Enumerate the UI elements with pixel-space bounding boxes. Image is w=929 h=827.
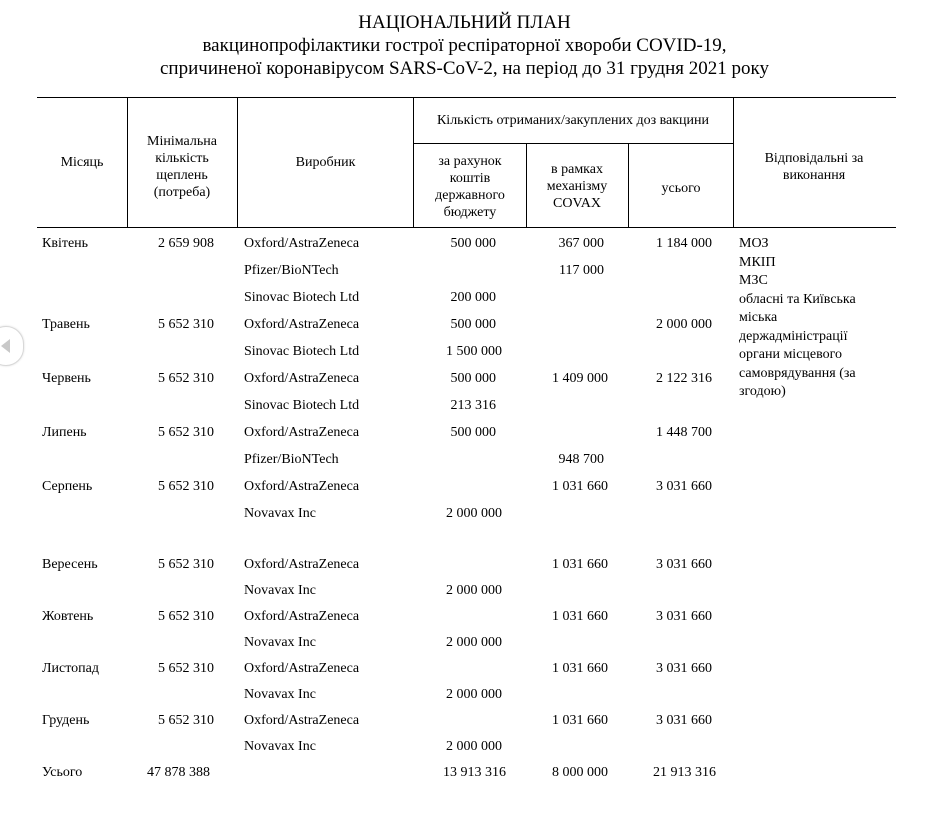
document-subtitle-line1: вакцинопрофілактики гострої респіраторної хвороби COVID-19, [202,35,727,56]
header-manufacturer: Виробник [295,154,356,170]
table-cell-total: 3 031 660 [656,609,712,624]
table-cell-covax: 367 000 [558,236,604,251]
header-doses-group: Кількість отриманих/закуплених доз вакцини [436,112,710,128]
total-doses: 21 913 316 [653,765,716,780]
table-cell-covax: 1 031 660 [552,557,608,572]
table-cell-covax: 1 409 000 [552,371,608,386]
table-cell-maker: Oxford/AstraZeneca [244,661,360,676]
table-cell-budget: 2 000 000 [446,687,502,702]
header-total: усього [661,180,701,196]
table-cell-month: Грудень [42,713,90,728]
table-cell-total: 3 031 660 [656,661,712,676]
table-cell-budget: 500 000 [450,317,496,332]
table-cell-min: 5 652 310 [158,479,214,494]
responsible-item: МОЗ [739,236,769,251]
col-divider-4 [526,143,527,227]
responsible-item: МЗС [739,273,768,288]
header-min-count: Мінімальна кількість щеплень (потреба) [147,134,217,200]
table-cell-budget: 500 000 [450,371,496,386]
table-cell-month: Червень [42,371,91,386]
table-cell-maker: Oxford/AstraZeneca [244,713,360,728]
table-cell-maker: Novavax Inc [244,739,316,754]
table-cell-min: 5 652 310 [158,371,214,386]
table-cell-maker: Oxford/AstraZeneca [244,371,360,386]
table-cell-maker: Novavax Inc [244,635,316,650]
doses-group-rule [413,143,733,144]
table-cell-maker: Novavax Inc [244,583,316,598]
header-responsible: Відповідальні за виконання [764,151,864,183]
chevron-left-icon [1,339,10,353]
table-cell-covax: 1 031 660 [552,713,608,728]
table-cell-maker: Sinovac Biotech Ltd [244,344,360,359]
table-cell-budget: 2 000 000 [446,739,502,754]
total-min-count: 47 878 388 [147,765,210,780]
table-cell-budget: 2 000 000 [446,635,502,650]
table-cell-month: Травень [42,317,90,332]
table-cell-maker: Novavax Inc [244,506,316,521]
table-cell-maker: Sinovac Biotech Ltd [244,398,360,413]
table-cell-min: 5 652 310 [158,713,214,728]
responsible-item: органи місцевого самоврядування (за згодою) [739,347,856,399]
table-cell-maker: Oxford/AstraZeneca [244,236,360,251]
total-row-label: Усього [42,765,83,780]
table-cell-total: 1 184 000 [656,236,712,251]
document-title: НАЦІОНАЛЬНИЙ ПЛАН [358,12,571,33]
table-cell-budget: 2 000 000 [446,583,502,598]
table-cell-total: 3 031 660 [656,713,712,728]
col-divider-3 [413,97,414,227]
table-cell-total: 3 031 660 [656,479,712,494]
table-cell-month: Серпень [42,479,93,494]
table-cell-maker: Oxford/AstraZeneca [244,479,360,494]
table-cell-covax: 1 031 660 [552,661,608,676]
table-cell-budget: 200 000 [450,290,496,305]
table-cell-budget: 2 000 000 [446,506,502,521]
responsible-list [739,235,889,402]
table-cell-covax: 117 000 [559,263,604,278]
table-cell-total: 2 122 316 [656,371,712,386]
header-state-budget: за рахунок коштів державного бюджету [435,153,505,220]
table-cell-maker: Oxford/AstraZeneca [244,557,360,572]
table-cell-month: Жовтень [42,609,94,624]
table-cell-maker: Oxford/AstraZeneca [244,425,360,440]
table-cell-budget: 213 316 [450,398,496,413]
col-divider-1 [127,97,128,227]
table-cell-maker: Pfizer/BioNTech [244,452,339,467]
table-cell-maker: Oxford/AstraZeneca [244,609,360,624]
document-subtitle-line2: спричиненої коронавірусом SARS-CoV-2, на період до 31 грудня 2021 року [160,58,769,79]
table-cell-budget: 500 000 [450,236,496,251]
table-cell-maker: Novavax Inc [244,687,316,702]
header-month: Місяць [60,154,104,170]
table-cell-month: Листопад [42,661,99,676]
table-cell-covax: 1 031 660 [552,479,608,494]
table-cell-min: 5 652 310 [158,609,214,624]
table-cell-total: 1 448 700 [656,425,712,440]
table-cell-min: 5 652 310 [158,661,214,676]
total-covax: 8 000 000 [552,765,608,780]
table-cell-maker: Sinovac Biotech Ltd [244,290,360,305]
table-cell-month: Квітень [42,236,89,251]
table-cell-budget: 1 500 000 [446,344,502,359]
table-cell-min: 5 652 310 [158,317,214,332]
table-cell-min: 2 659 908 [158,236,214,251]
responsible-item: МКІП [739,254,776,270]
responsible-item: обласні та Київська міська держадміністрації [739,291,856,344]
table-cell-total: 3 031 660 [656,557,712,572]
table-cell-maker: Oxford/AstraZeneca [244,317,360,332]
table-cell-month: Липень [42,425,87,440]
table-cell-month: Вересень [42,557,98,572]
table-cell-min: 5 652 310 [158,557,214,572]
header-covax: в рамках механізму COVAX [546,162,608,211]
table-cell-total: 2 000 000 [656,317,712,332]
table-cell-budget: 500 000 [450,425,496,440]
table-cell-covax: 948 700 [558,452,604,467]
table-cell-maker: Pfizer/BioNTech [244,263,339,278]
total-state-budget: 13 913 316 [443,765,506,780]
col-divider-6 [733,97,734,227]
previous-page-button[interactable] [0,326,24,366]
table-cell-min: 5 652 310 [158,425,214,440]
table-cell-covax: 1 031 660 [552,609,608,624]
